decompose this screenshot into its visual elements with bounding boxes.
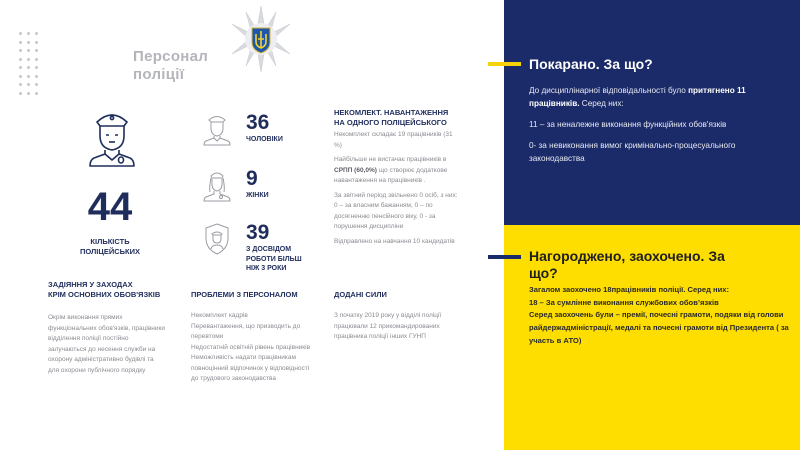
rewarded-line-1: Загалом заохочено 18працівників поліції. Серед них: <box>529 285 730 294</box>
punished-p1-before: До дисциплінарної відповідальності було <box>529 86 689 95</box>
stat-female <box>202 168 322 218</box>
total-label-line-2: ПОЛІЦЕЙСЬКИХ <box>79 247 141 256</box>
experience-label <box>246 245 326 274</box>
experience-count: 39 <box>246 221 270 244</box>
experience-label-line-1: З ДОСВІДОМ <box>246 246 292 253</box>
experience-label-line-3: НІЖ 3 РОКИ <box>246 265 287 272</box>
rewarded-line-3: Серед заохочень були – премії, почесні грамоти, подяки від голови райдержадміністрації, медалі та почесні грамоти від Президента ( за участь в АТО) <box>529 310 789 345</box>
experience-label-line-2: РОБОТИ БІЛЬШ <box>246 255 302 263</box>
punished-paragraph-1 <box>529 84 779 110</box>
problems-list <box>191 311 316 385</box>
extra-duties-text: Окрім виконання прямих функціональних обов'язків, працівники відділення поліції постійно залучаються до несення служби на охорону адміністративно будівлі та для охорони публічного порядку <box>48 314 165 374</box>
punished-p1-bold: притягнено 11 працівників. <box>529 86 746 108</box>
total-label-line-1: КІЛЬКІСТЬ <box>90 237 130 246</box>
police-officer-icon <box>88 108 136 168</box>
punished-body <box>529 84 779 173</box>
added-forces-heading: ДОДАНІ СИЛИ <box>334 290 387 299</box>
male-count: 36 <box>246 111 270 134</box>
understaffing-paragraph-4: Відправлено на навчання 10 кандидатів <box>334 237 455 245</box>
rewarded-line-2: 18 – За сумлінне виконання службових обов’язків <box>529 297 719 307</box>
problem-item: Недостатній освітній рівень працівників <box>191 343 311 351</box>
punished-title: Покарано. За що? <box>529 56 653 72</box>
page-title <box>133 48 208 84</box>
extra-duties-body <box>48 313 166 380</box>
shield-officer-icon <box>202 222 232 256</box>
extra-duties-heading-line-1: ЗАДІЯННЯ У ЗАХОДАХ <box>48 280 133 289</box>
rewarded-title: Нагороджено, заохочено. За що? <box>529 248 725 281</box>
understaffing-paragraph-3: За звітний період звільнено 0 осіб, з них: 0 – за власним бажанням, 0 – по досягненню пенсійного віку, 0 - за порушення дисципліни <box>334 191 458 230</box>
yellow-accent-line <box>488 62 521 66</box>
title-line-1: Персонал <box>133 48 209 65</box>
female-label: ЖІНКИ <box>246 192 269 199</box>
punished-paragraph-2: 11 – за неналежне виконання функційних обов'язків <box>529 120 727 129</box>
stat-male <box>202 112 322 162</box>
p2-text-after: що створює додаткове навантаження на працівників . <box>334 166 448 184</box>
extra-duties-heading <box>48 280 188 300</box>
punished-p1-after: Серед них: <box>579 99 624 108</box>
male-officer-icon <box>202 112 232 146</box>
decorative-dot-grid <box>19 32 41 98</box>
added-forces-body <box>334 311 459 347</box>
added-forces-text: З початку 2019 року у відділі поліції працювали 12 прикомандированих працівника поліції інших ГУНП <box>334 312 442 340</box>
problem-item: Неможливість надати працівникам повноцінний відпочинок у відповідності до трудового законодавства <box>191 354 310 382</box>
understaffing-heading <box>334 108 484 128</box>
p2-text-bold: СРПП (60,0%) <box>334 166 377 174</box>
punished-paragraph-3: 0- за невиконання вимог кримінально-процесуального законодавства <box>529 141 736 163</box>
understaffing-paragraph-1: Некомплект складає 19 працівників (31 %) <box>334 131 453 149</box>
total-officers-label <box>60 237 160 257</box>
understaffing-heading-line-1: НЕКОМЛЕКТ. НАВАНТАЖЕННЯ <box>334 108 449 117</box>
understaffing-heading-line-2: НА ОДНОГО ПОЛІЦЕЙСЬКОГО <box>334 118 447 127</box>
police-star-badge-icon <box>226 4 296 74</box>
problem-item: Перевантаження, що призводить до перевтоми <box>191 322 301 340</box>
extra-duties-heading-line-2: КРІМ ОСНОВНИХ ОБОВ'ЯЗКІВ <box>48 290 161 299</box>
problems-heading: ПРОБЛЕМИ З ПЕРСОНАЛОМ <box>191 290 298 299</box>
female-count: 9 <box>246 167 258 190</box>
problem-item: Некомплект кадрів <box>191 312 248 319</box>
rewarded-body <box>529 284 791 348</box>
female-officer-icon <box>202 168 232 202</box>
navy-accent-line <box>488 255 521 259</box>
title-line-2: поліції <box>133 66 185 83</box>
stat-experience <box>202 222 322 272</box>
understaffing-paragraph-2 <box>334 155 462 187</box>
total-officers-count: 44 <box>87 185 133 229</box>
understaffing-body <box>334 130 462 251</box>
p2-text-before: Найбільше не вистачає працівників в <box>334 156 447 163</box>
male-label: ЧОЛОВІКИ <box>246 136 283 143</box>
